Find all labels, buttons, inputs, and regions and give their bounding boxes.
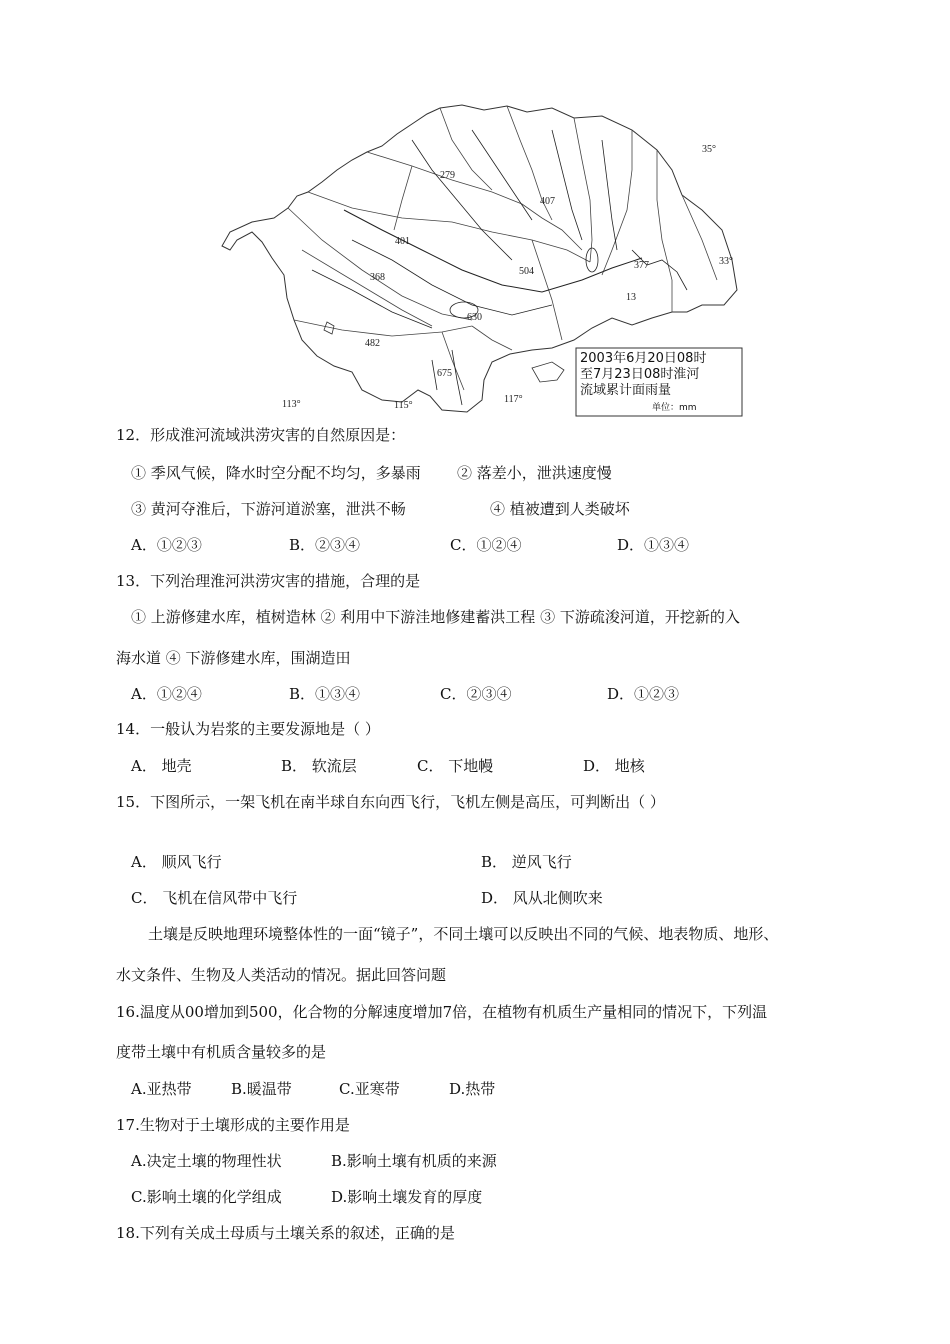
q16-option-c[interactable]: C.亚寒带	[339, 1080, 400, 1098]
latitude-label: 33°	[719, 256, 733, 267]
rain-value: 279	[440, 170, 455, 181]
soil-intro-line-1: 土壤是反映地理环境整体性的一面“镜子”，不同土壤可以反映出不同的气候、地表物质、地形、	[148, 925, 779, 943]
q14-option-a[interactable]: A． 地壳	[131, 757, 192, 775]
q12-item-1: ① 季风气候，降水时空分配不均匀，多暴雨	[131, 464, 421, 482]
q13-option-b[interactable]: B．①③④	[289, 685, 361, 703]
q17-option-c[interactable]: C.影响土壤的化学组成	[131, 1188, 282, 1206]
legend-line: 至7月23日08时淮河	[580, 367, 700, 382]
q17-option-a[interactable]: A.决定土壤的物理性状	[131, 1152, 282, 1170]
q17-stem: 17.生物对于土壤形成的主要作用是	[116, 1116, 350, 1134]
rain-value: 377	[634, 260, 649, 271]
q14-option-b[interactable]: B． 软流层	[281, 757, 357, 775]
rain-value: 504	[519, 266, 534, 277]
q13-stem: 13．下列治理淮河洪涝灾害的措施，合理的是	[116, 572, 421, 590]
legend-line: 流域累计面雨量	[580, 383, 672, 398]
q12-item-3: ③ 黄河夺淮后，下游河道淤塞，泄洪不畅	[131, 500, 406, 518]
q15-option-c[interactable]: C． 飞机在信风带中飞行	[131, 889, 298, 907]
q13-line-2: 海水道 ④ 下游修建水库，围湖造田	[116, 649, 351, 667]
q12-item-4: ④ 植被遭到人类破坏	[490, 500, 630, 518]
q15-option-d[interactable]: D． 风从北侧吹来	[481, 889, 603, 907]
q16-line-2: 度带土壤中有机质含量较多的是	[116, 1043, 327, 1061]
rain-value: 407	[540, 196, 555, 207]
longitude-label: 115°	[394, 400, 413, 411]
q18-stem: 18.下列有关成土母质与土壤关系的叙述，正确的是	[116, 1224, 455, 1242]
q16-line-1: 16.温度从00增加到500，化合物的分解速度增加7倍，在植物有机质生产量相同的情况下，下列温	[116, 1003, 768, 1021]
legend-line: 2003年6月20日08时	[580, 351, 707, 366]
legend-unit: 单位：mm	[652, 403, 697, 413]
rain-value: 630	[467, 312, 482, 323]
soil-intro-line-2: 水文条件、生物及人类活动的情况。据此回答问题	[116, 966, 447, 984]
q12-option-d[interactable]: D．①③④	[617, 536, 690, 554]
rain-value: 675	[437, 368, 452, 379]
q14-option-d[interactable]: D． 地核	[583, 757, 645, 775]
q15-option-b[interactable]: B． 逆风飞行	[481, 853, 572, 871]
rain-value: 482	[365, 338, 380, 349]
q13-option-d[interactable]: D．①②③	[607, 685, 680, 703]
map-legend	[576, 348, 742, 416]
q15-option-a[interactable]: A． 顺风飞行	[131, 853, 222, 871]
q16-option-b[interactable]: B.暖温带	[231, 1080, 292, 1098]
latitude-label: 35°	[702, 144, 716, 155]
q12-stem: 12．形成淮河流域洪涝灾害的自然原因是：	[116, 426, 406, 444]
longitude-label: 113°	[282, 399, 301, 410]
longitude-label: 117°	[504, 394, 523, 405]
edge-label: 13	[626, 292, 636, 303]
q17-option-b[interactable]: B.影响土壤有机质的来源	[331, 1152, 497, 1170]
rain-value: 401	[395, 236, 410, 247]
q12-option-b[interactable]: B．②③④	[289, 536, 361, 554]
q15-stem: 15．下图所示，一架飞机在南半球自东向西飞行，飞机左侧是高压，可判断出（ ）	[116, 793, 665, 811]
q14-option-c[interactable]: C． 下地幔	[417, 757, 494, 775]
huaihe-rainfall-map	[112, 100, 752, 418]
q13-line-1: ① 上游修建水库，植树造林 ② 利用中下游洼地修建蓄洪工程 ③ 下游疏浚河道，开挖新的入	[131, 608, 740, 626]
rain-value: 368	[370, 272, 385, 283]
q13-option-c[interactable]: C．②③④	[440, 685, 512, 703]
q12-option-c[interactable]: C．①②④	[450, 536, 522, 554]
q12-item-2: ② 落差小，泄洪速度慢	[457, 464, 612, 482]
q13-option-a[interactable]: A．①②④	[131, 685, 202, 703]
q16-option-a[interactable]: A.亚热带	[131, 1080, 192, 1098]
q14-stem: 14．一般认为岩浆的主要发源地是（ ）	[116, 720, 380, 738]
q17-option-d[interactable]: D.影响土壤发育的厚度	[331, 1188, 483, 1206]
q12-option-a[interactable]: A．①②③	[131, 536, 202, 554]
q16-option-d[interactable]: D.热带	[449, 1080, 496, 1098]
